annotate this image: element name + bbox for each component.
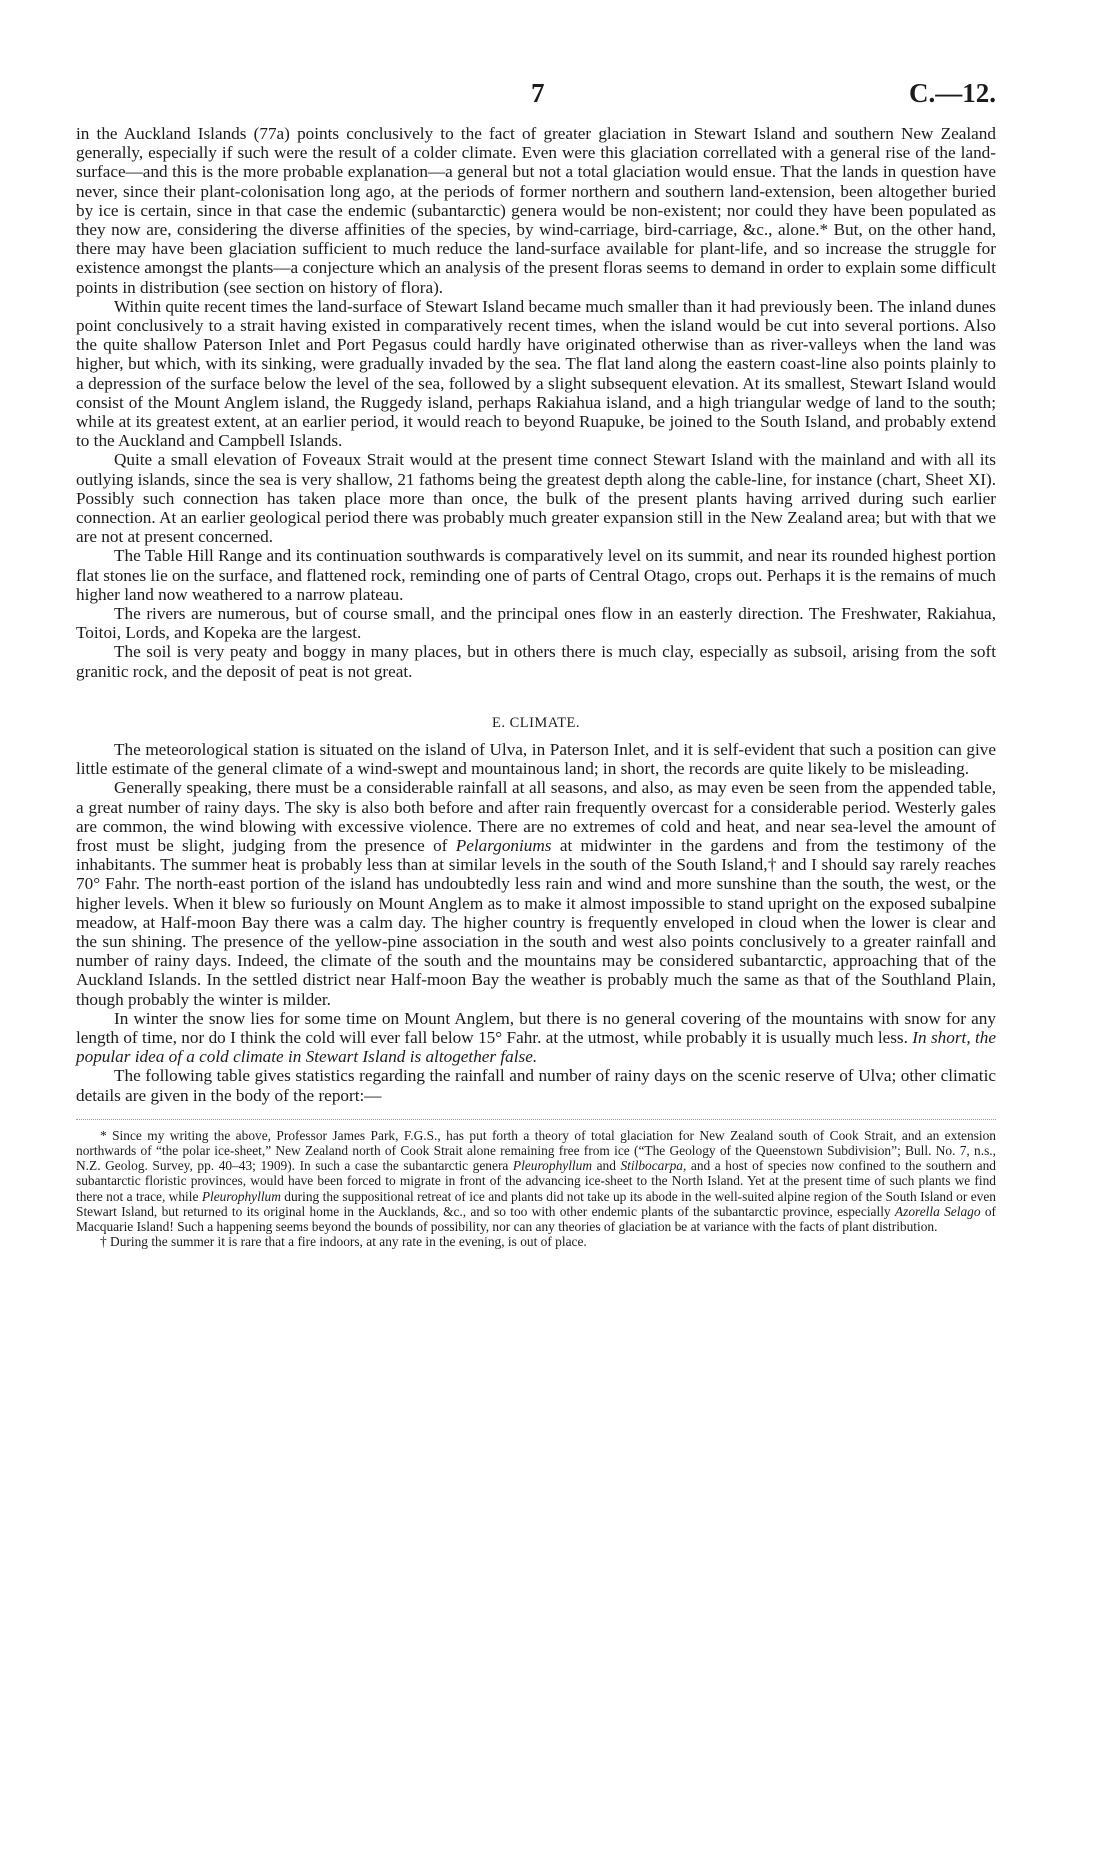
paragraph: The following table gives statistics regarding the rainfall and number of rainy days on the scenic reserve of Ulva; other climatic details are given in the body of the report:— xyxy=(76,1066,996,1105)
paragraph: The rivers are numerous, but of course small, and the principal ones flow in an easterly direction. The Freshwater, Rakiahua, Toitoi, Lords, and Kopeka are the largest. xyxy=(76,604,996,643)
paragraph xyxy=(76,1009,996,1067)
italic-text: Pleurophyllum xyxy=(512,1158,593,1174)
section-heading: E. CLIMATE. xyxy=(491,714,581,731)
paragraph: Within quite recent times the land-surface of Stewart Island became much smaller than it had previously been. The inland dunes point conclusively to a strait having existed in comparatively recent times, when the island would be cut into several portions. Also the quite shallow Paterson Inlet and Port Pegasus could hardly have originated otherwise than as river-valleys when the land was higher, but which, with its sinking, were gradually invaded by the sea. The flat land along the eastern coast-line also points plainly to a depression of the surface below the level of the sea, followed by a slight subsequent elevation. At its smallest, Stewart Island would consist of the Mount Anglem island, the Ruggedy island, perhaps Rakiahua island, and a high triangular wedge of land to the south; while at its greatest extent, at an earlier period, it would reach to beyond Ruapuke, be joined to the South Island, and probably extend to the Auckland and Campbell Islands. xyxy=(76,296,996,451)
text-span: * Since my writing the above, Professor James Park, F.G.S., has put forth a theory of total glaciation for New Zealand south of Cook Strait, and an extension northwards of “the polar ice-sheet,” New Zealand north of Cook Strait alone remaining free from ice (“The Geology of the Queenstown Subdivision”; Bull. No. 7, n.s., N.Z. Geolog. Survey, pp. 40–43; 1909). In such a case the subantarctic genera xyxy=(76,1127,996,1174)
text-span: Generally speaking, there must be a considerable rainfall at all seasons, and also, as may even be seen from the appended table, a great number of rainy days. The sky is also both before and after rain frequently overcast for a considerable period. Westerly gales are common, the wind blowing with excessive violence. There are no extremes of cold and heat, and near sea-level the amount of frost must be slight, judging from the presence of xyxy=(76,778,996,855)
footnote: † During the summer it is rare that a fire indoors, at any rate in the evening, is out of place. xyxy=(100,1234,587,1250)
page-content xyxy=(76,78,996,1249)
page-header xyxy=(76,78,996,118)
text-span: , and a host of species now confined to the southern and subantarctic floristic provinces, would have been forced to migrate in front of the advancing ice-sheet to the North Island. Yet at the present time of such plants we find there not a trace, while xyxy=(76,1158,997,1204)
paragraph: The soil is very peaty and boggy in many places, but in others there is much clay, especially as subsoil, arising from the soft granitic rock, and the deposit of peat is not great. xyxy=(76,642,996,681)
text-span: during the suppositional retreat of ice and plants did not take up its abode in the well-suited alpine region of the South Island or even Stewart Island, but returned to its original home in the Aucklands, &c., and so too with other endemic plants of the subantarctic province, especially xyxy=(76,1188,996,1219)
page-number: 7 xyxy=(531,78,545,108)
body-text xyxy=(76,124,996,1105)
italic-text: Stilbocarpa xyxy=(620,1158,683,1174)
footnote xyxy=(76,1128,996,1234)
paragraph: The meteorological station is situated on the island of Ulva, in Paterson Inlet, and it is self-evident that such a position can give little estimate of the general climate of a wind-swept and mountainous land; in short, the records are quite likely to be misleading. xyxy=(76,739,996,779)
text-span: at midwinter in the gardens and from the testimony of the inhabitants. The summer heat is probably less than at similar levels in the south of the South Island,† and I should say rarely reaches 70° Fahr. The north-east portion of the island has undoubtedly less rain and wind and more sunshine than the south, the west, or the higher levels. When it blew so furiously on Mount Anglem as to make it almost impossible to stand upright on the exposed subalpine meadow, at Half-moon Bay there was a calm day. The higher country is frequently enveloped in cloud when the lower is clear and the sun shining. The presence of the yellow-pine association in the south and west also points conclusively to a greater rainfall and number of rainy days. Indeed, the climate of the south and the mountains may be considered subantarctic, approaching that of the Auckland Islands. In the settled district near Half-moon Bay the weather is probably much the same as that of the Southland Plain, though probably the winter is milder. xyxy=(76,835,996,1009)
italic-text: Azorella Selago xyxy=(894,1203,981,1219)
italic-text: Pleurophyllum xyxy=(201,1188,281,1204)
footnote-divider xyxy=(76,1119,996,1120)
paragraph: The Table Hill Range and its continuation southwards is comparatively level on its summit, and near its rounded highest portion flat stones lie on the surface, and flattened rock, reminding one of parts of Central Otago, crops out. Perhaps it is the remains of much higher land now weathered to a narrow plateau. xyxy=(76,546,996,604)
document-reference: C.—12. xyxy=(909,78,996,108)
text-span: In winter the snow lies for some time on Mount Anglem, but there is no general covering of the mountains with snow for any length of time, nor do I think the cold will ever fall below 15° Fahr. at the utmost, while probably it is usually much less. xyxy=(76,1008,996,1047)
italic-text: Pelargoniums xyxy=(455,835,552,855)
text-span: of Macquarie Island! Such a happening seems beyond the bounds of possibility, nor can any theories of glaciation be at variance with the facts of plant distribution. xyxy=(76,1203,996,1234)
paragraph xyxy=(76,778,996,1008)
paragraph: Quite a small elevation of Foveaux Strait would at the present time connect Stewart Island with the mainland and with all its outlying islands, since the sea is very shallow, 21 fathoms being the greatest depth along the cable-line, for instance (chart, Sheet XI). Possibly such connection has taken place more than once, the bulk of the present plants having arrived during such earlier connection. At an earlier geological period there was probably much greater expansion still in the New Zealand area; but with that we are not at present concerned. xyxy=(76,450,996,547)
text-span: and xyxy=(592,1158,621,1174)
footnotes xyxy=(76,1128,996,1250)
paragraph: in the Auckland Islands (77a) points conclusively to the fact of greater glaciation in Stewart Island and southern New Zealand generally, especially if such were the result of a colder climate. Even were this glaciation correllated with a general rise of the land-surface—and this is the more probable explanation—a general but not a total glaciation would ensue. That the lands in question have never, since their plant-colonisation long ago, at the periods of former northern and southern land-extension, been altogether buried by ice is certain, since in that case the endemic (subantarctic) genera would be non-existent; nor could they have been populated as they now are, considering the diverse affinities of the species, by wind-carriage, bird-carriage, &c., alone.* But, on the other hand, there may have been glaciation sufficient to much reduce the land-surface available for plant-life, and so increase the struggle for existence amongst the plants—a conjecture which an analysis of the present floras seems to demand in order to explain some difficult points in distribution (see section on history of flora). xyxy=(76,124,996,297)
italic-text: In short, the popular idea of a cold climate in Stewart Island is altogether false. xyxy=(76,1027,996,1067)
